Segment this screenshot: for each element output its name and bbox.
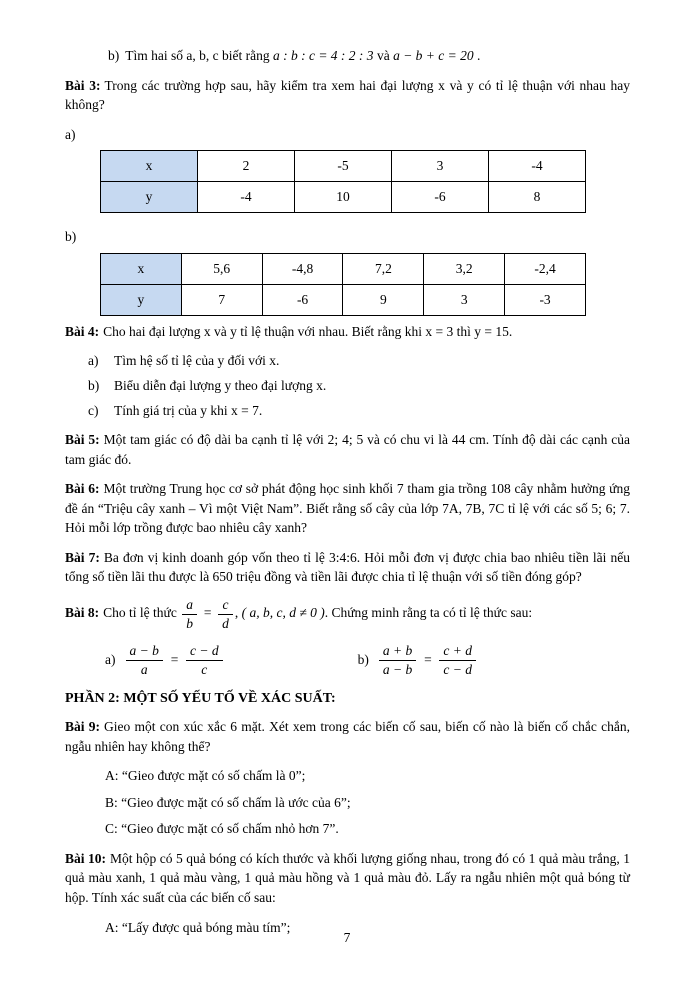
- table-a-row-x: [101, 151, 586, 182]
- exercise-5-label: Bài 5:: [65, 432, 100, 448]
- event-c: C: “Gieo được mặt có số chấm nhỏ hơn 7”.: [105, 821, 339, 837]
- fraction-c-over-d: [218, 597, 233, 631]
- table-a-row-y: [101, 182, 586, 213]
- intro-line: [65, 46, 630, 66]
- table-b-cell: -3: [505, 284, 586, 315]
- table-a-header-cell: x: [101, 151, 198, 182]
- exercise-8-label: Bài 8:: [65, 605, 100, 621]
- exercise-7: [65, 548, 630, 587]
- exercise-9-events: [65, 766, 630, 839]
- exercise-4-items: [65, 351, 630, 420]
- fraction: [379, 643, 416, 677]
- table-a-cell: 2: [198, 151, 295, 182]
- fraction-a-over-b: [182, 597, 197, 631]
- exercise-3-item-b-label: b): [65, 229, 77, 245]
- exercise-7-label: Bài 7:: [65, 549, 100, 565]
- exercise-6-label: Bài 6:: [65, 481, 100, 497]
- exercise-5-text: Một tam giác có độ dài ba cạnh tỉ lệ với 2; 4; 5 và có chu vi là 44 cm. Tính độ dài các cạnh của tam giác đó.: [65, 432, 630, 467]
- exercise-10-event-a: A: “Lấy được quả bóng màu tím”;: [105, 919, 291, 935]
- item-label: a): [88, 353, 99, 369]
- fraction-denominator: c − d: [443, 661, 472, 677]
- table-b-header-cell: x: [101, 253, 182, 284]
- intro-text-pre: Tìm hai số a, b, c biết rằng: [125, 48, 273, 63]
- table-a-header-cell: y: [101, 182, 198, 213]
- table-b-cell: -6: [262, 284, 343, 315]
- exercise-9: [65, 717, 630, 756]
- table-b-row-y: [101, 284, 586, 315]
- exercise-8-condition: ( a, b, c, d ≠ 0 ): [241, 605, 325, 621]
- exercise-6-text: Một trường Trung học cơ sở phát động học sinh khối 7 tham gia trồng 108 cây nhằm hưởng ứng đề án “Triệu cây xanh – Vì một Việt Nam”. Biết rằng số cây của lớp 7A, 7B, 7C tỉ lệ với các số 5; 6; 7. Hỏi mỗi lớp trồng được bao nhiêu cây xanh?: [65, 481, 630, 536]
- fraction-numerator: c − d: [186, 643, 223, 661]
- item-label: b): [88, 377, 100, 393]
- exercise-4-label: Bài 4:: [65, 323, 100, 339]
- exercise-8-post: . Chứng minh rằng ta có tỉ lệ thức sau:: [324, 605, 533, 621]
- fraction: [126, 643, 163, 677]
- item-text: Tìm hệ số tỉ lệ của y đối với x.: [114, 353, 280, 369]
- intro-math-1: a : b : c = 4 : 2 : 3: [272, 48, 374, 63]
- fraction-denominator: a − b: [382, 661, 413, 677]
- table-b: [100, 253, 586, 316]
- table-b-row-x: [101, 253, 586, 284]
- exercise-9-label: Bài 9:: [65, 719, 101, 735]
- exercise-9-text: Gieo một con xúc xắc 6 mặt. Xét xem trong các biến cố sau, biến cố nào là biến cố chắc chắn, ngẫu nhiên hay không thể?: [65, 719, 630, 754]
- item-text: Tính giá trị của y khi x = 7.: [114, 402, 263, 418]
- page-number: 7: [343, 930, 351, 945]
- exercise-3-label: Bài 3:: [65, 77, 101, 93]
- fraction-denominator: a: [140, 661, 148, 677]
- exercise-5: [65, 430, 630, 469]
- table-a-cell: -6: [392, 182, 489, 213]
- item-text: Biểu diễn đại lượng y theo đại lượng x.: [114, 377, 327, 393]
- intro-text-mid: và: [373, 48, 394, 63]
- item-label: b): [357, 652, 369, 668]
- equals-sign: =: [423, 652, 433, 668]
- table-a-cell: -4: [198, 182, 295, 213]
- exercise-8-subitems: [65, 643, 630, 677]
- table-b-header-cell: y: [101, 284, 182, 315]
- fraction-numerator: c: [218, 597, 233, 615]
- fraction-numerator: a: [182, 597, 197, 615]
- intro-math-2: a − b + c = 20: [393, 48, 474, 63]
- table-a-cell: -5: [295, 151, 392, 182]
- exercise-8-comma: ,: [234, 605, 242, 621]
- exercise-4-text: Cho hai đại lượng x và y tỉ lệ thuận với nhau. Biết rằng khi x = 3 thì y = 15.: [103, 323, 513, 339]
- fraction-denominator: b: [186, 615, 193, 631]
- event-a: A: “Gieo được mặt có số chấm là 0”;: [105, 768, 306, 784]
- exercise-3: [65, 76, 630, 115]
- table-b-cell: -2,4: [505, 253, 586, 284]
- exercise-6: [65, 479, 630, 538]
- table-b-cell: 7: [181, 284, 262, 315]
- table-b-cell: -4,8: [262, 253, 343, 284]
- item-label: c): [88, 402, 99, 418]
- fraction: [439, 643, 476, 677]
- fraction-numerator: a + b: [379, 643, 416, 661]
- equals-sign: =: [202, 605, 213, 621]
- item-label: a): [105, 652, 116, 668]
- table-b-cell: 7,2: [343, 253, 424, 284]
- exercise-8: [65, 597, 630, 631]
- exercise-8-item-b: [358, 643, 478, 677]
- fraction: [186, 643, 223, 677]
- intro-label: b): [108, 48, 120, 63]
- exercise-3-item-a-label: a): [65, 126, 76, 142]
- table-b-cell: 5,6: [181, 253, 262, 284]
- exercise-10-label: Bài 10:: [65, 850, 106, 866]
- table-b-cell: 3: [424, 284, 505, 315]
- fraction-numerator: a − b: [126, 643, 163, 661]
- table-a: [100, 150, 586, 213]
- equals-sign: =: [169, 652, 179, 668]
- exercise-3-text: Trong các trường hợp sau, hãy kiểm tra xem hai đại lượng x và y có tỉ lệ thuận với nhau hay không?: [65, 77, 630, 113]
- fraction-denominator: d: [222, 615, 229, 631]
- table-a-cell: 3: [392, 151, 489, 182]
- exercise-10: [65, 849, 630, 908]
- table-a-cell: 10: [295, 182, 392, 213]
- exercise-8-item-a: [105, 643, 225, 677]
- exercise-7-text: Ba đơn vị kinh doanh góp vốn theo tỉ lệ 3:4:6. Hỏi mỗi đơn vị được chia bao nhiêu tiền lãi nếu tổng số tiền lãi thu được là 650 triệu đồng và tiền lãi được chia tỉ lệ thuận với số tiền đóng góp?: [65, 549, 630, 585]
- table-b-cell: 3,2: [424, 253, 505, 284]
- exercise-4-item-c: [65, 401, 630, 421]
- exercise-4: [65, 322, 630, 342]
- exercise-4-item-b: [65, 376, 630, 396]
- table-a-cell: 8: [489, 182, 586, 213]
- table-b-cell: 9: [343, 284, 424, 315]
- section-2-heading: PHẦN 2: MỘT SỐ YẾU TỐ VỀ XÁC SUẤT:: [65, 691, 336, 707]
- event-b: B: “Gieo được mặt có số chấm là ước của 6”;: [105, 794, 351, 810]
- fraction-denominator: c: [201, 661, 208, 677]
- table-a-cell: -4: [489, 151, 586, 182]
- exercise-8-pre: Cho tỉ lệ thức: [103, 605, 181, 621]
- exercise-10-text: Một hộp có 5 quả bóng có kích thước và khối lượng giống nhau, trong đó có 1 quả màu trắng, 1 quả màu xanh, 1 quả màu vàng, 1 quả màu hồng và 1 quả màu đỏ. Lấy ra ngẫu nhiên một quả bóng từ hộp. Tính xác suất của các biến cố sau:: [65, 850, 630, 905]
- fraction-numerator: c + d: [439, 643, 476, 661]
- exercise-4-item-a: [65, 351, 630, 371]
- intro-text-post: .: [473, 48, 481, 63]
